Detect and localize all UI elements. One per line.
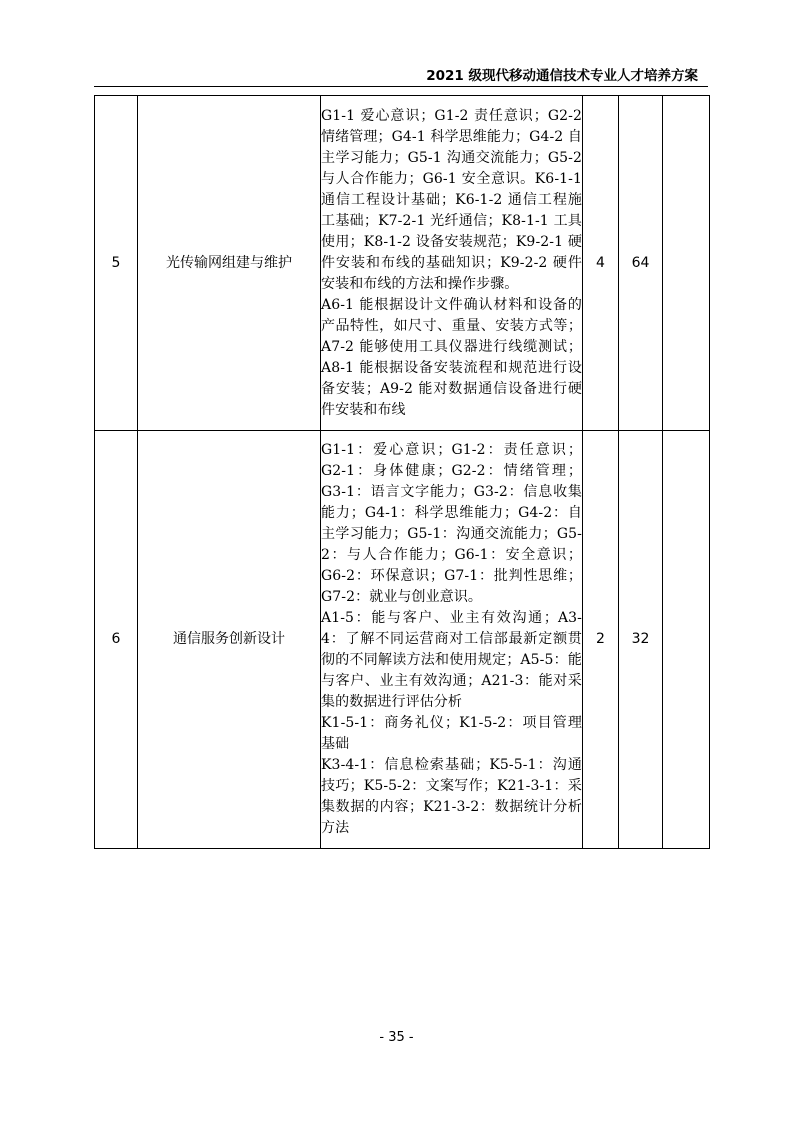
- description-paragraph: A6-1 能根据设计文件确认材料和设备的产品特性，如尺寸、重量、安装方式等；A7-2 能够使用工具仪器进行线缆测试；A8-1 能根据设备安装流程和规范进行设备安装；A9-2 能对数据通信设备进行硬件安装和布线: [321, 296, 582, 418]
- row-number: 5: [95, 96, 138, 431]
- page-number: - 35 -: [379, 1030, 414, 1045]
- table-row: [95, 431, 710, 849]
- hours: 64: [619, 96, 663, 431]
- hours: 32: [619, 431, 663, 849]
- course-name: 通信服务创新设计: [138, 431, 321, 849]
- row-number: 6: [95, 431, 138, 849]
- curriculum-table: [94, 95, 710, 849]
- competency-description: [321, 96, 583, 431]
- header-rule: [94, 86, 708, 87]
- empty-cell: [663, 431, 710, 849]
- description-paragraph: A1-5：能与客户、业主有效沟通；A3-4：了解不同运营商对工信部最新定额贯彻的不同解读方法和使用规定；A5-5：能与客户、业主有效沟通；A21-3：能对采集的数据进行评估分析: [321, 610, 582, 710]
- course-name: 光传输网组建与维护: [138, 96, 321, 431]
- description-paragraph: K1-5-1：商务礼仪；K1-5-2：项目管理基础: [321, 715, 582, 752]
- document-header-title: 2021 级现代移动通信技术专业人才培养方案: [426, 68, 698, 84]
- empty-cell: [663, 96, 710, 431]
- competency-description: [321, 431, 583, 849]
- credits: 2: [583, 431, 619, 849]
- credits: 4: [583, 96, 619, 431]
- description-paragraph: K3-4-1：信息检索基础；K5-5-1：沟通技巧；K5-5-2：文案写作；K21-3-1：采集数据的内容；K21-3-2：数据统计分析方法: [321, 757, 582, 836]
- description-paragraph: G1-1 爱心意识；G1-2 责任意识；G2-2 情绪管理；G4-1 科学思维能力；G4-2 自主学习能力；G5-1 沟通交流能力；G5-2 与人合作能力；G6-1 安全意识。K6-1-1 通信工程设计基础；K6-1-2 通信工程施工基础；K7-2-1 光纤通信；K8-1-1 工具使用；K8-1-2 设备安装规范；K9-2-1 硬件安装和布线的基础知识；K9-2-2 硬件安装和布线的方法和操作步骤。: [321, 107, 582, 292]
- table-row: [95, 96, 710, 431]
- description-paragraph: G1-1：爱心意识；G1-2：责任意识；G2-1：身体健康；G2-2：情绪管理；G3-1：语言文字能力；G3-2：信息收集能力；G4-1：科学思维能力；G4-2：自主学习能力；G5-1：沟通交流能力；G5-2：与人合作能力；G6-1：安全意识；G6-2：环保意识；G7-1：批判性思维；G7-2：就业与创业意识。: [321, 442, 582, 605]
